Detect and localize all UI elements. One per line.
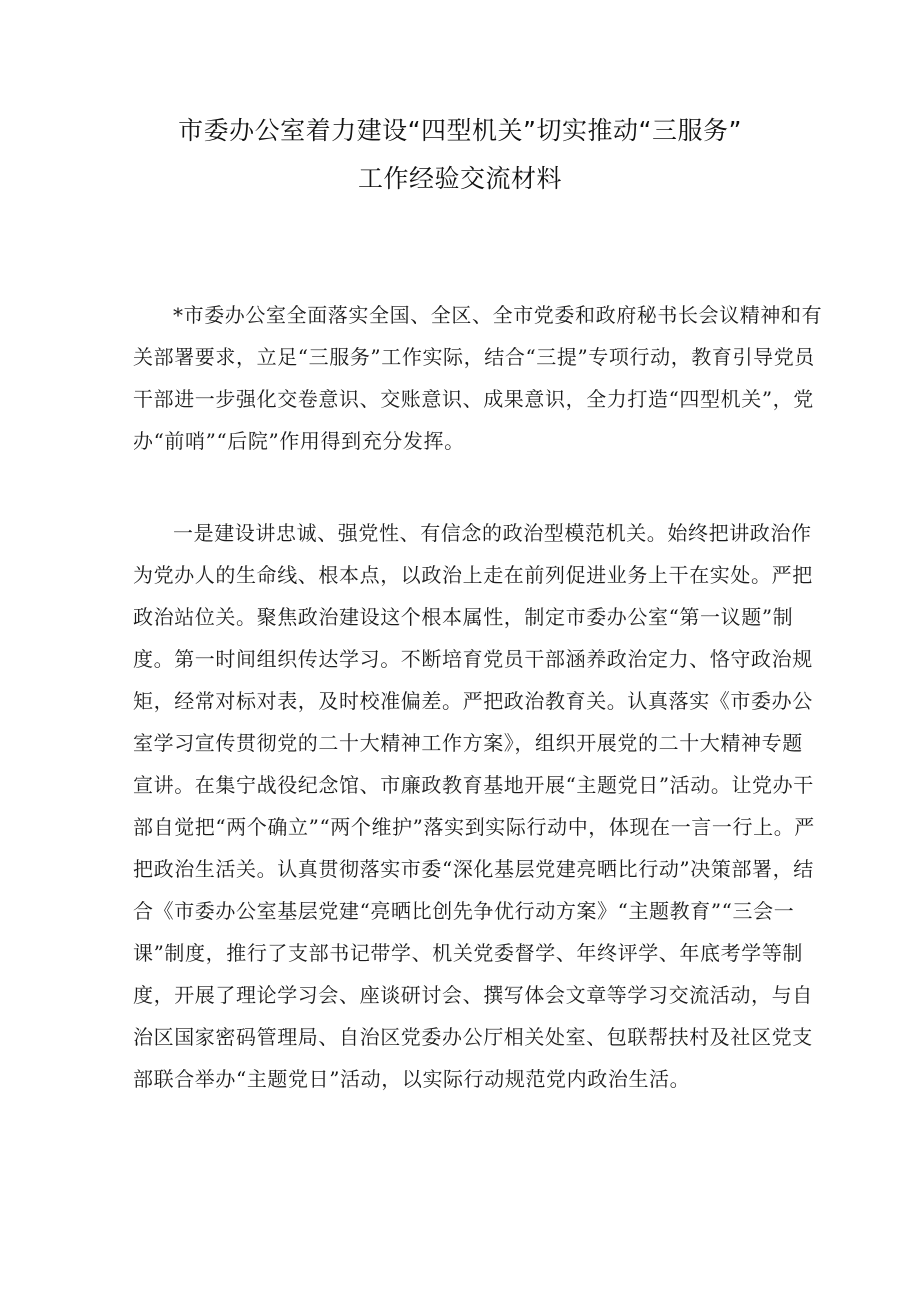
body-paragraph-political-organ: 一是建设讲忠诚、强党性、有信念的政治型模范机关。始终把讲政治作为党办人的生命线、根本点，以政治上走在前列促进业务上干在实处。严把政治站位关。聚焦政治建设这个根本属性，制定市委办公室“第一议题”制度。第一时间组织传达学习。不断培育党员干部涵养政治定力、恪守政治规矩，经常对标对表，及时校准偏差。严把政治教育关。认真落实《市委办公室学习宣传贯彻党的二十大精神工作方案》，组织开展党的二十大精神专题宣讲。在集宁战役纪念馆、市廉政教育基地开展“主题党日”活动。让党办干部自觉把“两个确立”“两个维护”落实到实际行动中，体现在一言一行上。严把政治生活关。认真贯彻落实市委“深化基层党建亮晒比行动”决策部署，结合《市委办公室基层党建“亮晒比创先争优行动方案》“主题教育”“三会一课”制度，推行了支部书记带学、机关党委督学、年终评学、年底考学等制度，开展了理论学习会、座谈研讨会、撰写体会文章等学习交流活动，与自治区国家密码管理局、自治区党委办公厅相关处室、包联帮扶村及社区党支部联合举办“主题党日”活动，以实际行动规范党内政治生活。	[133, 521, 815, 1091]
document-title-line2: 工作经验交流材料	[357, 164, 562, 193]
document-title-line1: 市委办公室着力建设“四型机关”切实推动“三服务”	[178, 116, 742, 145]
body-paragraph-intro: *市委办公室全面落实全国、全区、全市党委和政府秘书长会议精神和有关部署要求，立足“三服务”工作实际，结合“三提”专项行动，教育引导党员干部进一步强化交卷意识、交账意识、成果意识，全力打造“四型机关”，党办“前哨”“后院”作用得到充分发挥。	[133, 303, 823, 453]
